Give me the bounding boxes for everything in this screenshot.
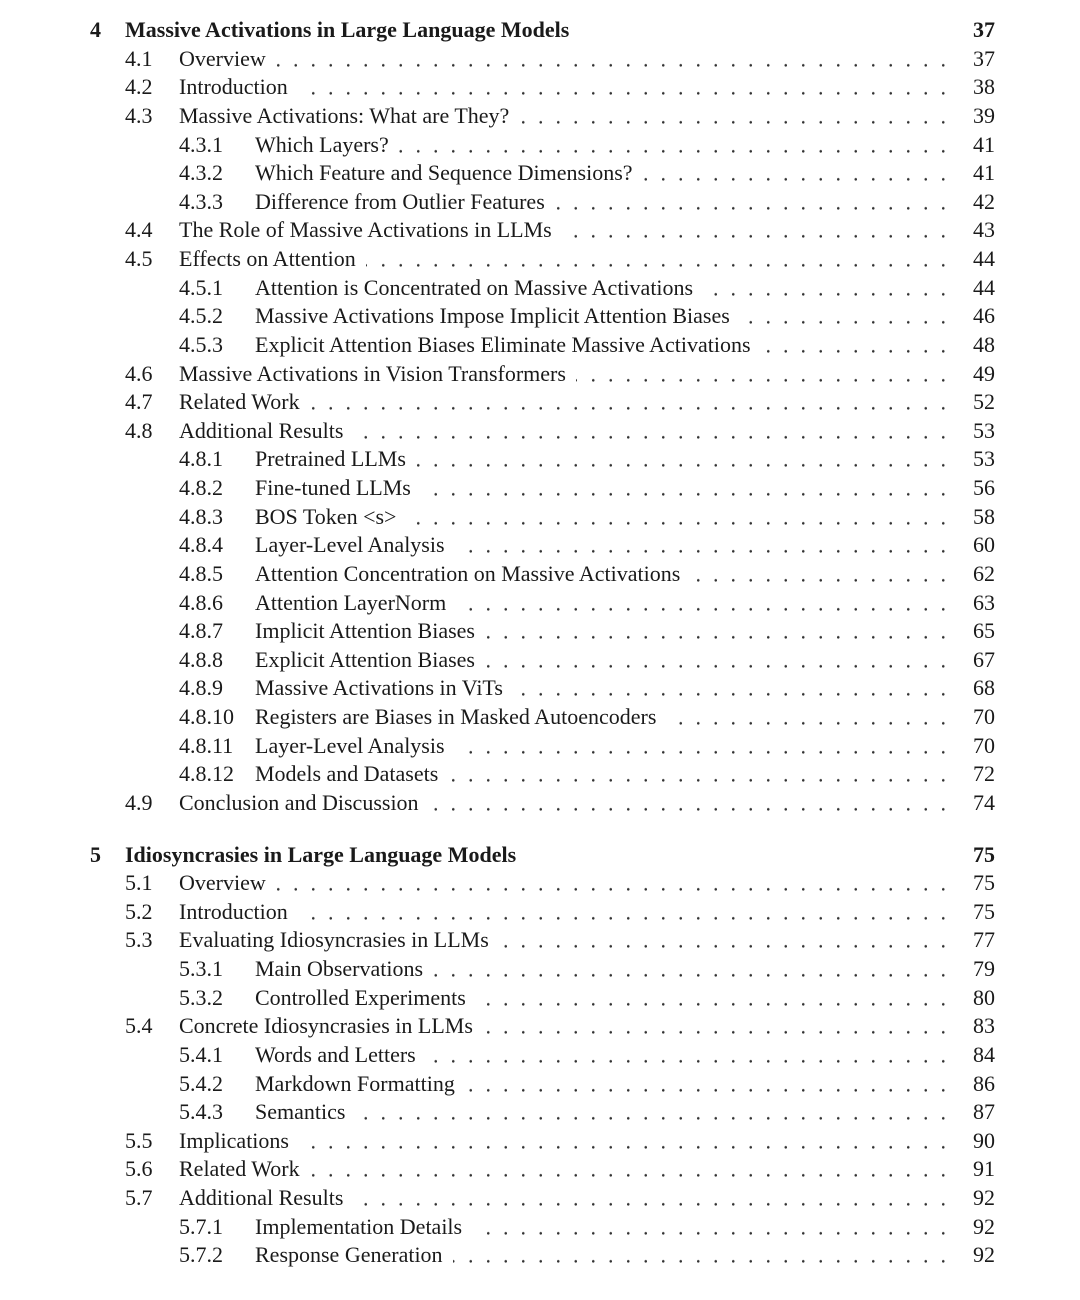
section-number: 5.1	[125, 870, 153, 896]
toc-subsection-entry[interactable]	[0, 1070, 1080, 1099]
page-number: 72	[973, 761, 995, 787]
section-number: 4.8.4	[179, 532, 223, 558]
section-number: 5.5	[125, 1127, 153, 1153]
section-title: Which Feature and Sequence Dimensions?	[255, 160, 633, 186]
section-number: 4.8.9	[179, 675, 223, 701]
page-number: 70	[973, 732, 995, 758]
dot-leader	[426, 1041, 952, 1070]
dot-leader	[429, 789, 952, 818]
section-title: Difference from Outlier Features	[255, 188, 545, 214]
dot-leader	[310, 1155, 952, 1184]
dot-leader	[310, 388, 952, 417]
dot-leader	[406, 503, 952, 532]
section-title: Attention Concentration on Massive Activations	[255, 560, 681, 586]
page-number: 42	[973, 188, 995, 214]
page-number: 90	[973, 1127, 995, 1153]
section-number: 4.3	[125, 102, 153, 128]
toc-subsection-entry[interactable]	[0, 474, 1080, 503]
page-number: 41	[973, 131, 995, 157]
page-number: 44	[973, 246, 995, 271]
dot-leader	[485, 617, 952, 646]
section-title: Effects on Attention	[179, 246, 356, 271]
page-number: 92	[973, 1185, 995, 1210]
page-number: 91	[973, 1156, 995, 1182]
section-title: Introduction	[179, 898, 288, 924]
section-number: 5.4.2	[179, 1070, 223, 1096]
section-title: Additional Results	[179, 417, 344, 443]
dot-leader	[366, 245, 952, 274]
page-number: 86	[973, 1070, 995, 1096]
page-number: 75	[973, 870, 995, 896]
toc-section-entry[interactable]	[0, 1012, 1080, 1041]
section-title: Main Observations	[255, 956, 424, 981]
dot-leader	[448, 760, 952, 789]
section-title: BOS Token <s>	[255, 503, 397, 529]
section-title: The Role of Massive Activations in LLMs	[179, 217, 552, 243]
toc-subsection-entry[interactable]	[0, 589, 1080, 618]
dot-leader	[643, 159, 952, 188]
toc-section-entry[interactable]	[0, 1184, 1080, 1213]
page-number: 79	[973, 956, 995, 981]
page-number: 44	[973, 274, 995, 300]
dot-leader	[298, 73, 952, 102]
toc-subsection-entry[interactable]	[0, 984, 1080, 1013]
chapter-number: 5	[90, 841, 101, 867]
section-title: Massive Activations in ViTs	[255, 675, 503, 701]
section-title: Related Work	[179, 389, 300, 415]
page-number: 80	[973, 984, 995, 1010]
chapter-number: 4	[90, 17, 101, 42]
section-number: 4.8.10	[179, 704, 234, 729]
page-number: 43	[973, 217, 995, 243]
toc-subsection-entry[interactable]	[0, 1041, 1080, 1070]
page-number: 41	[973, 160, 995, 186]
section-number: 4.8.7	[179, 618, 223, 644]
dot-leader	[476, 984, 952, 1013]
dot-leader	[499, 926, 952, 955]
dot-leader	[455, 732, 952, 761]
page-number: 77	[973, 927, 995, 953]
section-number: 4.5	[125, 246, 153, 271]
toc-section-entry[interactable]	[0, 360, 1080, 389]
page-number: 70	[973, 704, 995, 729]
toc-section-entry[interactable]	[0, 73, 1080, 102]
chapter-title: Massive Activations in Large Language Models	[125, 17, 570, 42]
page-number: 37	[973, 45, 995, 71]
page-number: 83	[973, 1013, 995, 1039]
section-number: 4.6	[125, 360, 153, 386]
toc-subsection-entry[interactable]	[0, 302, 1080, 331]
section-number: 5.4.3	[179, 1099, 223, 1125]
page-number: 68	[973, 675, 995, 701]
dot-leader	[455, 531, 952, 560]
page-number: 53	[973, 446, 995, 472]
section-number: 5.2	[125, 898, 153, 924]
dot-leader	[483, 1012, 952, 1041]
table-of-contents	[0, 16, 1080, 1293]
section-title: Implementation Details	[255, 1213, 463, 1239]
toc-subsection-entry[interactable]	[0, 503, 1080, 532]
dot-leader	[519, 102, 952, 131]
dot-leader	[576, 360, 952, 389]
section-title: Layer-Level Analysis	[255, 532, 445, 558]
section-number: 5.3	[125, 927, 153, 953]
dot-leader	[555, 188, 952, 217]
section-title: Attention is Concentrated on Massive Activations	[255, 274, 694, 300]
section-title: Massive Activations in Vision Transformers	[179, 360, 566, 386]
page-number: 52	[973, 389, 995, 415]
page-number: 92	[973, 1242, 995, 1268]
dot-leader	[703, 274, 952, 303]
section-title: Implications	[179, 1127, 289, 1153]
toc-section-entry[interactable]	[0, 898, 1080, 927]
section-title: Introduction	[179, 74, 288, 100]
section-title: Conclusion and Discussion	[179, 789, 419, 815]
toc-section-entry[interactable]	[0, 789, 1080, 818]
page-number: 74	[973, 789, 995, 815]
section-title: Controlled Experiments	[255, 984, 466, 1010]
section-title: Pretrained LLMs	[255, 446, 406, 472]
section-number: 4.4	[125, 217, 153, 243]
toc-chapter-entry[interactable]	[0, 16, 1080, 45]
section-number: 5.4	[125, 1013, 153, 1039]
dot-leader	[761, 331, 952, 360]
section-number: 4.8.11	[179, 732, 234, 758]
toc-subsection-entry[interactable]	[0, 955, 1080, 984]
page-number: 58	[973, 503, 995, 529]
section-title: Semantics	[255, 1099, 346, 1125]
section-title: Overview	[179, 870, 266, 896]
toc-section-entry[interactable]	[0, 1127, 1080, 1156]
page-number: 49	[973, 360, 995, 386]
dot-leader	[472, 1213, 952, 1242]
page-number: 75	[973, 898, 995, 924]
page-number: 46	[973, 303, 995, 329]
dot-leader	[453, 1241, 952, 1270]
page-number: 75	[973, 841, 995, 867]
section-number: 4.8.3	[179, 503, 223, 529]
toc-section-entry[interactable]	[0, 216, 1080, 245]
section-number: 5.7.1	[179, 1213, 223, 1239]
section-title: Models and Datasets	[255, 761, 439, 787]
section-title: Additional Results	[179, 1185, 344, 1210]
section-title: Attention LayerNorm	[255, 589, 447, 615]
dot-leader	[353, 417, 952, 446]
section-number: 4.8.1	[179, 446, 223, 472]
toc-subsection-entry[interactable]	[0, 159, 1080, 188]
page-number: 62	[973, 560, 995, 586]
toc-section-entry[interactable]	[0, 869, 1080, 898]
section-title: Words and Letters	[255, 1041, 416, 1067]
dot-leader	[298, 898, 952, 927]
page-number: 60	[973, 532, 995, 558]
chapter-block	[0, 16, 1080, 818]
section-number: 4.8.5	[179, 560, 223, 586]
toc-subsection-entry[interactable]	[0, 1098, 1080, 1127]
section-title: Evaluating Idiosyncrasies in LLMs	[179, 927, 489, 953]
section-number: 4.8.6	[179, 589, 223, 615]
toc-section-entry[interactable]	[0, 1155, 1080, 1184]
section-number: 4.5.3	[179, 331, 223, 357]
page-number: 63	[973, 589, 995, 615]
toc-section-entry[interactable]	[0, 417, 1080, 446]
section-number: 5.3.2	[179, 984, 223, 1010]
section-number: 4.9	[125, 789, 153, 815]
section-number: 5.4.1	[179, 1041, 223, 1067]
toc-section-entry[interactable]	[0, 245, 1080, 274]
section-number: 5.7.2	[179, 1242, 223, 1268]
section-title: Related Work	[179, 1156, 300, 1182]
toc-subsection-entry[interactable]	[0, 331, 1080, 360]
chapter-block	[0, 841, 1080, 1270]
section-title: Overview	[179, 45, 266, 71]
toc-subsection-entry[interactable]	[0, 131, 1080, 160]
section-number: 4.8.2	[179, 475, 223, 500]
section-title: Registers are Biases in Masked Autoencoders	[255, 704, 657, 729]
section-number: 4.8	[125, 417, 153, 443]
section-number: 4.3.3	[179, 188, 223, 214]
section-number: 4.5.2	[179, 303, 223, 329]
toc-subsection-entry[interactable]	[0, 445, 1080, 474]
toc-subsection-entry[interactable]	[0, 274, 1080, 303]
dot-leader	[355, 1098, 952, 1127]
toc-section-entry[interactable]	[0, 102, 1080, 131]
dot-leader	[666, 703, 952, 732]
section-number: 5.7	[125, 1185, 153, 1210]
section-title: Layer-Level Analysis	[255, 732, 445, 758]
section-title: Markdown Formatting	[255, 1070, 455, 1096]
section-title: Which Layers?	[255, 131, 389, 157]
dot-leader	[421, 474, 952, 503]
dot-leader	[433, 955, 952, 984]
toc-subsection-entry[interactable]	[0, 1241, 1080, 1270]
section-number: 4.3.2	[179, 160, 223, 186]
page-number: 53	[973, 417, 995, 443]
section-title: Explicit Attention Biases	[255, 646, 475, 672]
section-title: Implicit Attention Biases	[255, 618, 475, 644]
toc-subsection-entry[interactable]	[0, 674, 1080, 703]
toc-subsection-entry[interactable]	[0, 617, 1080, 646]
page-number: 56	[973, 475, 995, 500]
section-number: 4.3.1	[179, 131, 223, 157]
section-title: Explicit Attention Biases Eliminate Massive Activations	[255, 331, 751, 357]
section-number: 5.6	[125, 1156, 153, 1182]
toc-section-entry[interactable]	[0, 388, 1080, 417]
section-title: Response Generation	[255, 1242, 443, 1268]
dot-leader	[353, 1184, 952, 1213]
section-number: 4.8.12	[179, 761, 234, 787]
dot-leader	[299, 1127, 952, 1156]
toc-subsection-entry[interactable]	[0, 560, 1080, 589]
dot-leader	[513, 674, 952, 703]
chapter-title: Idiosyncrasies in Large Language Models	[125, 841, 517, 867]
dot-leader	[485, 646, 952, 675]
page-number: 37	[973, 17, 995, 42]
page-number: 84	[973, 1041, 995, 1067]
section-number: 4.1	[125, 45, 153, 71]
section-number: 4.2	[125, 74, 153, 100]
toc-subsection-entry[interactable]	[0, 760, 1080, 789]
page-number: 48	[973, 331, 995, 357]
section-number: 4.5.1	[179, 274, 223, 300]
toc-section-entry[interactable]	[0, 926, 1080, 955]
toc-subsection-entry[interactable]	[0, 531, 1080, 560]
dot-leader	[276, 869, 952, 898]
toc-section-entry[interactable]	[0, 45, 1080, 74]
page-number: 38	[973, 74, 995, 100]
section-title: Fine-tuned LLMs	[255, 475, 411, 500]
toc-subsection-entry[interactable]	[0, 188, 1080, 217]
page-number: 92	[973, 1213, 995, 1239]
dot-leader	[276, 45, 952, 74]
dot-leader	[456, 589, 952, 618]
section-number: 5.3.1	[179, 956, 223, 981]
dot-leader	[416, 445, 952, 474]
page-number: 67	[973, 646, 995, 672]
page-number: 65	[973, 618, 995, 644]
dot-leader	[399, 131, 952, 160]
toc-subsection-entry[interactable]	[0, 732, 1080, 761]
section-number: 4.8.8	[179, 646, 223, 672]
dot-leader	[740, 302, 952, 331]
page-number: 39	[973, 102, 995, 128]
dot-leader	[465, 1070, 952, 1099]
toc-chapter-entry[interactable]	[0, 841, 1080, 870]
toc-subsection-entry[interactable]	[0, 1213, 1080, 1242]
section-title: Concrete Idiosyncrasies in LLMs	[179, 1013, 473, 1039]
section-title: Massive Activations: What are They?	[179, 102, 510, 128]
toc-subsection-entry[interactable]	[0, 703, 1080, 732]
dot-leader	[690, 560, 952, 589]
toc-subsection-entry[interactable]	[0, 646, 1080, 675]
dot-leader	[562, 216, 952, 245]
section-title: Massive Activations Impose Implicit Attention Biases	[255, 303, 730, 329]
section-number: 4.7	[125, 389, 153, 415]
page-number: 87	[973, 1099, 995, 1125]
